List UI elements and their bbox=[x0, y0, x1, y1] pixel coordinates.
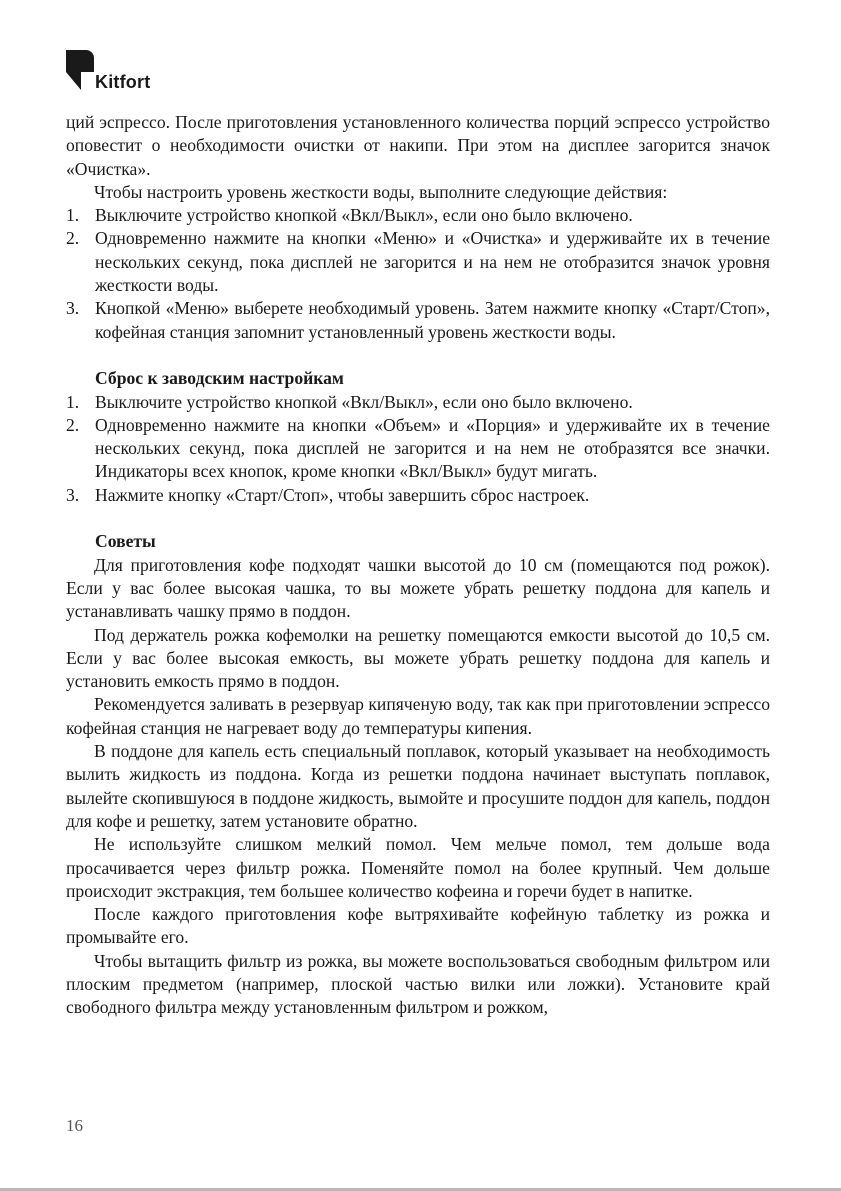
list-item bbox=[66, 227, 770, 297]
page-body bbox=[66, 111, 770, 1020]
tips-paragraph: В поддоне для капель есть специальный поплавок, который указывает на необходимость вылить жидкость из поддона. Когда из решетки поддона начинает выступать поплавок, вылейте скопившуюся в поддоне жидкость, вымойте и просушите поддон для капель, поддон для кофе и решетку, затем установите обратно. bbox=[66, 741, 770, 831]
list-item bbox=[66, 204, 770, 227]
list-item bbox=[66, 391, 770, 414]
brand-logo bbox=[66, 50, 150, 90]
tips-heading: Советы bbox=[95, 531, 156, 552]
tips-paragraph: После каждого приготовления кофе вытряхивайте кофейную таблетку из рожка и промывайте его. bbox=[66, 904, 770, 948]
list-item-text: Выключите устройство кнопкой «Вкл/Выкл», если оно было включено. bbox=[95, 205, 633, 226]
tips-paragraph: Рекомендуется заливать в резервуар кипяченую воду, так как при приготовлении эспрессо кофейная станция не нагревает воду до температуры кипения. bbox=[66, 694, 770, 738]
list-item bbox=[66, 297, 770, 344]
list-item-text: Нажмите кнопку «Старт/Стоп», чтобы завершить сброс настроек. bbox=[95, 484, 590, 505]
reset-steps-list bbox=[66, 391, 770, 507]
tips-paragraph: Под держатель рожка кофемолки на решетку помещаются емкости высотой до 10,5 см. Если у вас более высокая емкость, вы можете убрать решетку поддона для капель и установить емкость прямо в поддон. bbox=[66, 624, 770, 692]
list-number: 2. bbox=[66, 228, 80, 249]
list-number: 2. bbox=[66, 414, 80, 435]
list-number: 3. bbox=[66, 298, 80, 319]
tips-paragraph: Для приготовления кофе подходят чашки высотой до 10 см (помещаются под рожок). Если у вас более высокая чашка, то вы можете убрать решетку поддона для капель и устанавливать чашку прямо в поддон. bbox=[66, 554, 770, 622]
list-number: 1. bbox=[66, 391, 80, 412]
kitfort-logo-icon bbox=[66, 50, 94, 90]
reset-heading: Сброс к заводским настройкам bbox=[95, 368, 344, 389]
tips-paragraph: Чтобы вытащить фильтр из рожка, вы можете воспользоваться свободным фильтром или плоским предметом (например, плоской частью вилки или ложки). Установите край свободного фильтра между установленным фильтром и рожком, bbox=[66, 950, 770, 1018]
list-item bbox=[66, 414, 770, 484]
logo-text: Kitfort bbox=[95, 72, 151, 92]
tips-paragraph: Не используйте слишком мелкий помол. Чем мельче помол, тем дольше вода просачивается через фильтр рожка. Поменяйте помол на более крупный. Чем дольше происходит экстракция, тем большее количество кофеина и горечи будет в напитке. bbox=[66, 834, 770, 901]
list-item-text: Выключите устройство кнопкой «Вкл/Выкл», если оно было включено. bbox=[95, 391, 633, 412]
list-item bbox=[66, 484, 770, 507]
intro-paragraph: ций эспрессо. После приготовления установленного количества порций эспрессо устройство оповестит о необходимости очистки от накипи. При этом на дисплее загорится значок «Очистка». bbox=[66, 112, 770, 179]
list-item-text: Одновременно нажмите на кнопки «Объем» и «Порция» и удерживайте их в течение нескольких секунд, пока дисплей не загорится и на нем не отобразятся все значки. Индикаторы всех кнопок, кроме кнопки «Вкл/Выкл» будут мигать. bbox=[95, 414, 770, 482]
hardness-intro: Чтобы настроить уровень жесткости воды, выполните следующие действия: bbox=[94, 181, 668, 202]
list-item-text: Кнопкой «Меню» выберете необходимый уровень. Затем нажмите кнопку «Старт/Стоп», кофейная станция запомнит установленный уровень жесткости воды. bbox=[95, 298, 770, 342]
list-item-text: Одновременно нажмите на кнопки «Меню» и «Очистка» и удерживайте их в течение нескольких секунд, пока дисплей не загорится и на нем не отобразится значок уровня жесткости воды. bbox=[95, 228, 770, 296]
list-number: 3. bbox=[66, 484, 80, 505]
page-number: 16 bbox=[66, 1116, 83, 1135]
hardness-steps-list bbox=[66, 204, 770, 344]
list-number: 1. bbox=[66, 205, 80, 226]
